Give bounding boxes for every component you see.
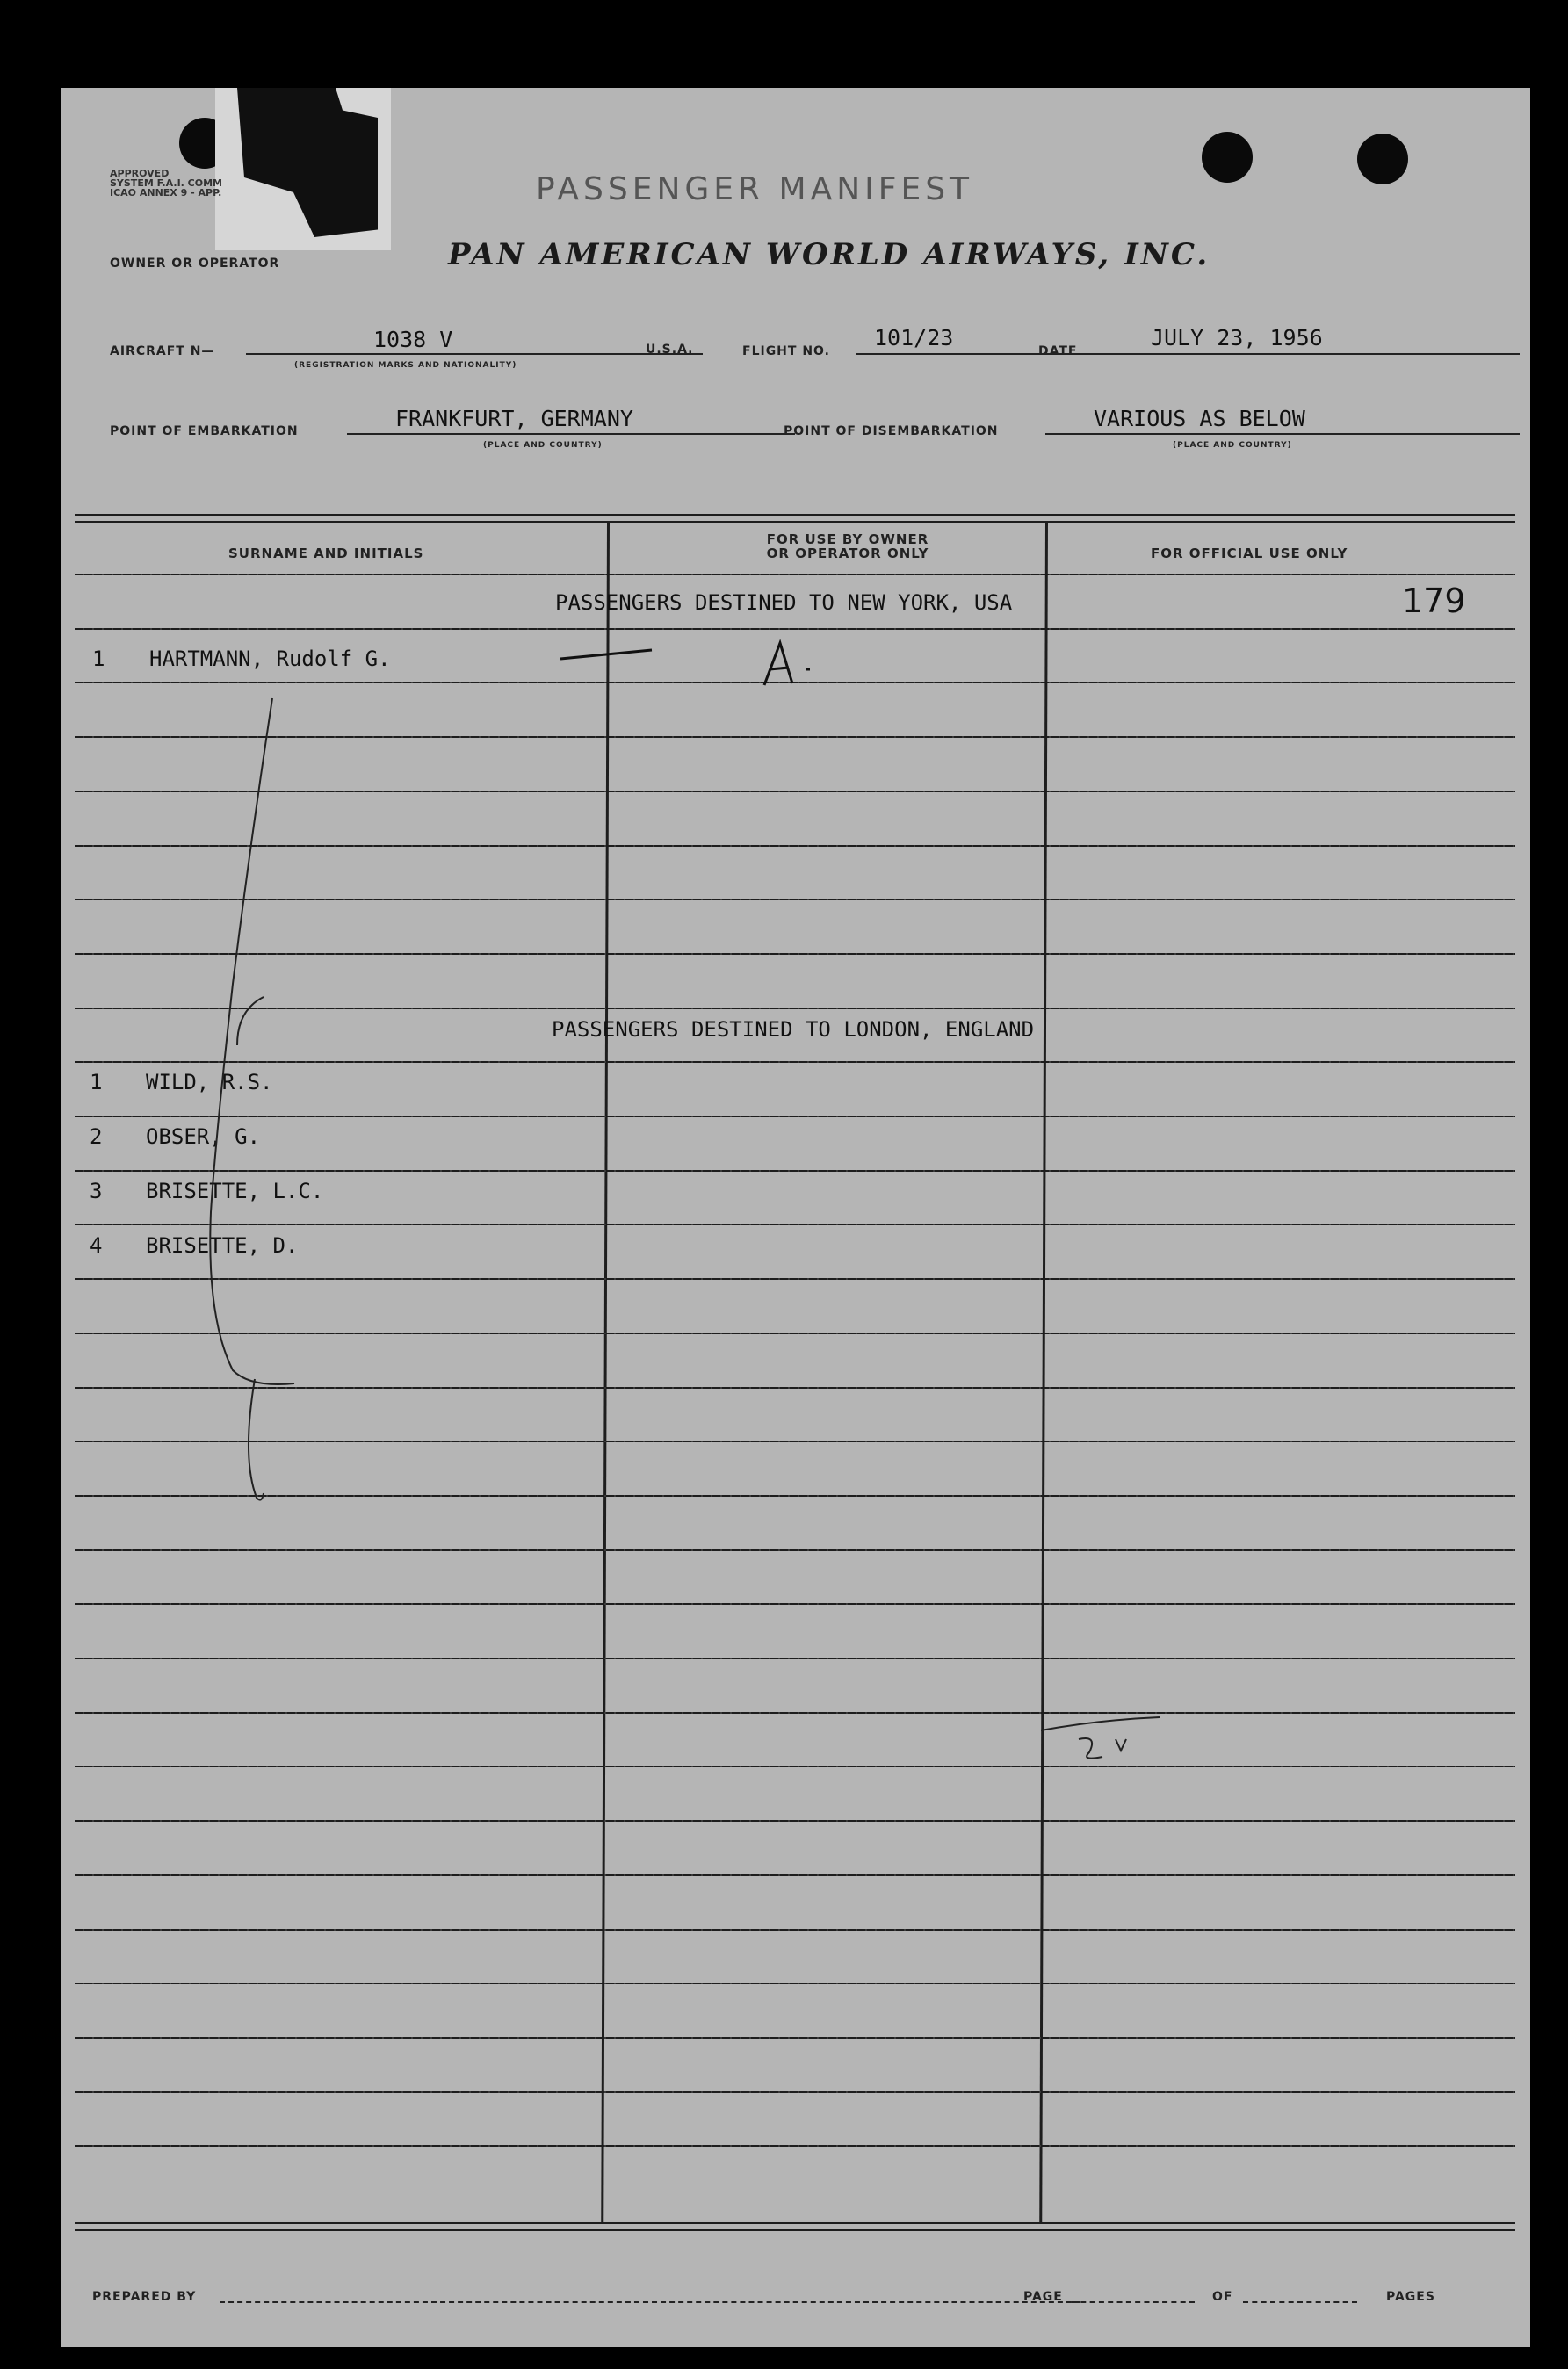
page-label: PAGE [1023, 2290, 1063, 2304]
company-name: PAN AMERICAN WORLD AIRWAYS, INC. [448, 237, 1210, 272]
pen-initial-mark [764, 643, 810, 685]
of-line [1243, 2301, 1357, 2303]
pen-bracket-curl [237, 997, 264, 1500]
passenger-name: HARTMANN, Rudolf G. [149, 646, 391, 671]
pen-bracket-line [210, 698, 294, 1384]
usa-label: U.S.A. [646, 343, 694, 357]
flight-label: FLIGHT NO. [742, 344, 830, 358]
official-number: 179 [1402, 581, 1466, 620]
passenger-name: BRISETTE, D. [146, 1233, 299, 1258]
aircraft-value: 1038 V [373, 327, 453, 352]
aircraft-label: AIRCRAFT N— [110, 344, 215, 358]
group-heading-london: PASSENGERS DESTINED TO LONDON, ENGLAND [552, 1017, 1035, 1042]
flight-value: 101/23 [874, 325, 954, 350]
disembarkation-sublabel: (PLACE AND COUNTRY) [1173, 441, 1292, 450]
table-bottom-rule-2 [75, 2229, 1515, 2231]
prepared-by-line [220, 2301, 1080, 2303]
aircraft-sublabel: (REGISTRATION MARKS AND NATIONALITY) [294, 361, 517, 370]
passenger-name: BRISETTE, L.C. [146, 1179, 324, 1203]
pages-label: PAGES [1386, 2290, 1435, 2304]
handwritten-annotations [61, 88, 1530, 2347]
column-header-surname: SURNAME AND INITIALS [228, 545, 424, 561]
date-label: DATE [1038, 344, 1078, 358]
approval-line-3: ICAO ANNEX 9 - APP. [110, 187, 222, 199]
form-title: PASSENGER MANIFEST [536, 171, 974, 207]
embarkation-value: FRANKFURT, GERMANY [395, 406, 633, 431]
disembarkation-value: VARIOUS AS BELOW [1094, 406, 1305, 431]
passenger-number: 1 [90, 1070, 103, 1094]
prepared-by-label: PREPARED BY [92, 2290, 197, 2304]
embarkation-label: POINT OF EMBARKATION [110, 424, 299, 438]
pen-initials-mark [1041, 1717, 1160, 1759]
date-value: JULY 23, 1956 [1151, 325, 1323, 350]
approval-line-2: SYSTEM F.A.I. COMM [110, 177, 222, 189]
passenger-number: 3 [90, 1179, 103, 1203]
passenger-number: 2 [90, 1124, 103, 1149]
passenger-number: 1 [92, 646, 105, 671]
pen-dash-mark [560, 650, 652, 659]
of-label: OF [1212, 2290, 1233, 2304]
column-header-official: FOR OFFICIAL USE ONLY [1151, 545, 1348, 561]
passenger-name: OBSER, G. [146, 1124, 261, 1149]
owner-label: OWNER OR OPERATOR [110, 256, 280, 271]
embarkation-sublabel: (PLACE AND COUNTRY) [483, 441, 603, 450]
manifest-sheet [61, 88, 1530, 2347]
page-line [1072, 2301, 1195, 2303]
column-header-owner-line-1: FOR USE BY OWNER [766, 531, 929, 547]
passenger-name: WILD, R.S. [146, 1070, 273, 1094]
disembarkation-label: POINT OF DISEMBARKATION [784, 424, 999, 438]
passenger-number: 4 [90, 1233, 103, 1258]
group-heading-new-york: PASSENGERS DESTINED TO NEW YORK, USA [555, 590, 1013, 615]
column-header-owner-line-2: OR OPERATOR ONLY [766, 545, 929, 561]
approval-line-1: APPROVED [110, 168, 170, 179]
table-bottom-rule-1 [75, 2222, 1515, 2224]
